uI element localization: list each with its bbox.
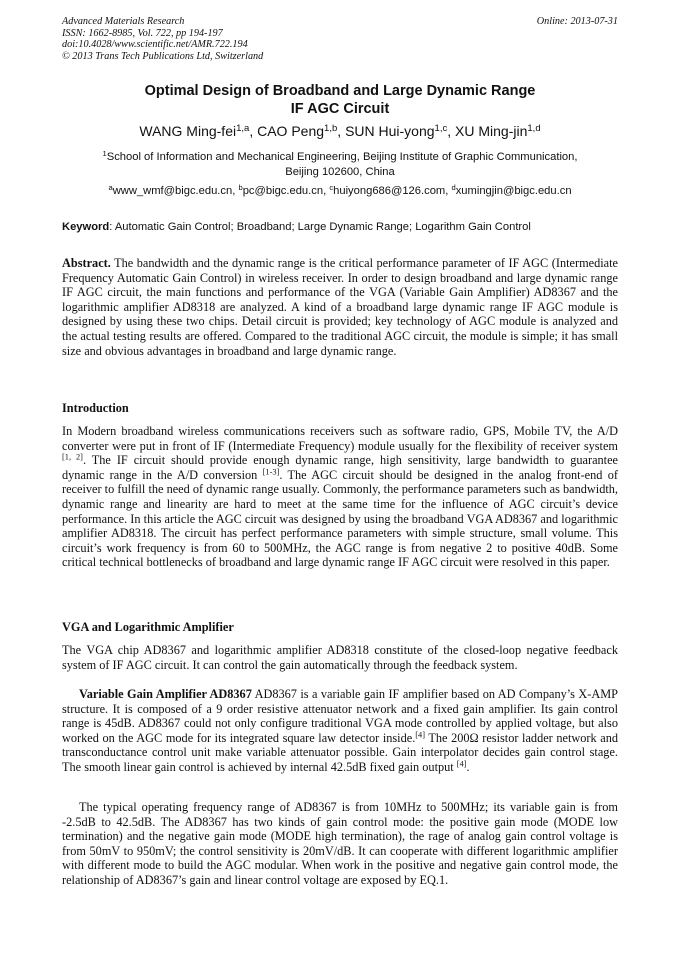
email-sep: , bbox=[232, 185, 239, 197]
affiliation-line-2: Beijing 102600, China bbox=[285, 166, 395, 178]
author-name: CAO Peng bbox=[257, 123, 325, 139]
section-heading-vga: VGA and Logarithmic Amplifier bbox=[62, 620, 234, 634]
citation-ref: [4] bbox=[456, 759, 467, 769]
author-sep: , bbox=[447, 123, 456, 139]
citation-ref: [4] bbox=[415, 730, 426, 740]
keywords bbox=[62, 220, 618, 235]
email-address: www_wmf@bigc.edu.cn bbox=[112, 185, 233, 197]
intro-text-1: In Modern broadband wireless communications receivers such as software radio, GPS, Mobile TV, the A/D converter were put in front of IF (Intermediate Frequency) module usually for the flexibility of receiver system bbox=[62, 424, 618, 453]
abstract bbox=[62, 256, 618, 358]
citation-ref: [1-3] bbox=[262, 467, 280, 477]
abstract-text: The bandwidth and the dynamic range is the critical performance parameter of IF AGC (Intermediate Frequency Automatic Gain Control) in wireless receiver. In order to design broadband and large dynamic range IF AGC circuit, the main functions and performance of the VGA (Variable Gain Amplifier) AD8367 and the logarithmic amplifier AD8318 are analyzed. A kind of a broadband large dynamic range IF AGC module is designed by using these two chips. Detail circuit is provided; key technology of AGC module is analyzed and the actual testing results are offered. Compared to the traditional AGC circuit, the module is simple; it has small size and obvious advantages in broadband and large dynamic range. bbox=[62, 256, 618, 358]
author-sep: , bbox=[337, 123, 346, 139]
email-list bbox=[62, 184, 618, 199]
email-sup: c bbox=[329, 182, 334, 192]
title-line-1: Optimal Design of Broadband and Large Dynamic Range bbox=[144, 83, 536, 99]
paper-title bbox=[62, 82, 618, 118]
vga-paragraph-3: The typical operating frequency range of AD8367 is from 10MHz to 500MHz; its variable gain is from -2.5dB to 42.5dB. The AD8367 has two kinds of gain control mode: the positive gain mode (MODE low termination) and the negative gain mode (MODE high termination), the rage of analog gain control voltage is from 50mV to 950mV; the control sensitivity is 20mV/dB. It can cooperate with different logarithmic amplifier with different mode to build the AGC modular. When work in the positive and negative gain control mode, the relationship of AD8367’s gain and linear control voltage are exposed by EQ.1. bbox=[62, 800, 618, 887]
author-sep: , bbox=[249, 123, 258, 139]
abstract-label: Abstract. bbox=[62, 256, 111, 270]
keyword-text: : Automatic Gain Control; Broadband; Large Dynamic Range; Logarithm Gain Control bbox=[109, 221, 531, 233]
email-address: pc@bigc.edu.cn bbox=[242, 185, 324, 197]
online-date: Online: 2013-07-31 bbox=[536, 16, 618, 27]
vga-paragraph-1: The VGA chip AD8367 and logarithmic amplifier AD8318 constitute of the closed-loop negative feedback system of IF AGC circuit. It can control the gain automatically through the feedback system. bbox=[62, 643, 618, 672]
vga-paragraph-2 bbox=[62, 687, 618, 775]
author-name: XU Ming-jin bbox=[455, 123, 528, 139]
intro-text-3: . The AGC circuit should be designed in the analog front-end of receiver to fulfill the need of dynamic range usually. Commonly, the performance parameters such as bandwidth, dynamic range and linearity are hard to meet at the same time for the influence of AGC circuit’s device performance. In this article the AGC circuit was designed by using the broadband VGA AD8367 and logarithmic amplifier AD8318. The circuit has perfect performance parameters with simple structure, small volume. This circuit’s work frequency is from 60 to 500MHz, the AGC range is from negative 2 to positive 40dB. Some critical technical bottlenecks of broadband and large dynamic range IF AGC circuit were resolved in this paper. bbox=[62, 467, 618, 570]
intro-text-2: . The IF circuit should provide enough dynamic range, high sensitivity, large bandwidth to guarantee dynamic range in the A/D conversion bbox=[62, 453, 619, 482]
journal-header bbox=[62, 16, 618, 62]
email-address: huiyong686@126.com bbox=[333, 185, 446, 197]
author-sup: 1,d bbox=[527, 122, 541, 134]
section-heading-introduction: Introduction bbox=[62, 401, 129, 415]
title-line-2: IF AGC Circuit bbox=[290, 101, 390, 117]
copyright-line: © 2013 Trans Tech Publications Ltd, Switzerland bbox=[62, 50, 264, 62]
affiliation-sup: 1 bbox=[102, 148, 107, 158]
email-sup: a bbox=[108, 182, 113, 192]
journal-name: Advanced Materials Research bbox=[62, 16, 185, 27]
affiliation-line-1: School of Information and Mechanical Engineering, Beijing Institute of Graphic Communication, bbox=[106, 151, 578, 163]
author-sup: 1,b bbox=[324, 122, 338, 134]
email-address: xumingjin@bigc.edu.cn bbox=[455, 185, 572, 197]
author-name: WANG Ming-fei bbox=[139, 123, 237, 139]
email-sep: , bbox=[323, 185, 330, 197]
doi-line: doi:10.4028/www.scientific.net/AMR.722.194 bbox=[62, 39, 248, 50]
vga-text-3: . bbox=[466, 759, 470, 774]
email-sup: b bbox=[238, 182, 243, 192]
vga-text-2: The 200Ω resistor ladder network and transconductance control unit make variable attenuator possible. Gain interpolator decides gain control stage. The smooth linear gain control is achieved by internal 42.5dB fixed gain output bbox=[62, 730, 618, 774]
introduction-paragraph bbox=[62, 424, 618, 570]
author-list bbox=[62, 122, 618, 140]
author-sup: 1,c bbox=[434, 122, 448, 134]
affiliation bbox=[62, 150, 618, 180]
author-sup: 1,a bbox=[236, 122, 250, 134]
keyword-label: Keyword bbox=[62, 221, 110, 233]
vga-text-1: AD8367 is a variable gain IF amplifier based on AD Company’s X-AMP structure. It is composed of a 9 order resistive attenuator network and a fixed gain amplifier. Its gain control range is 45dB. AD8367 could not only configure traditional VGA mode controlled by applied voltage, but also worked on the AGC mode for its integrated square law detector inside. bbox=[62, 687, 618, 745]
author-name: SUN Hui-yong bbox=[345, 123, 435, 139]
email-sep: , bbox=[445, 185, 452, 197]
issn-line: ISSN: 1662-8985, Vol. 722, pp 194-197 bbox=[62, 27, 223, 39]
email-sup: d bbox=[451, 182, 456, 192]
citation-ref: [1, 2] bbox=[62, 452, 83, 462]
subsection-lead-ad8367: Variable Gain Amplifier AD8367 bbox=[79, 687, 252, 701]
